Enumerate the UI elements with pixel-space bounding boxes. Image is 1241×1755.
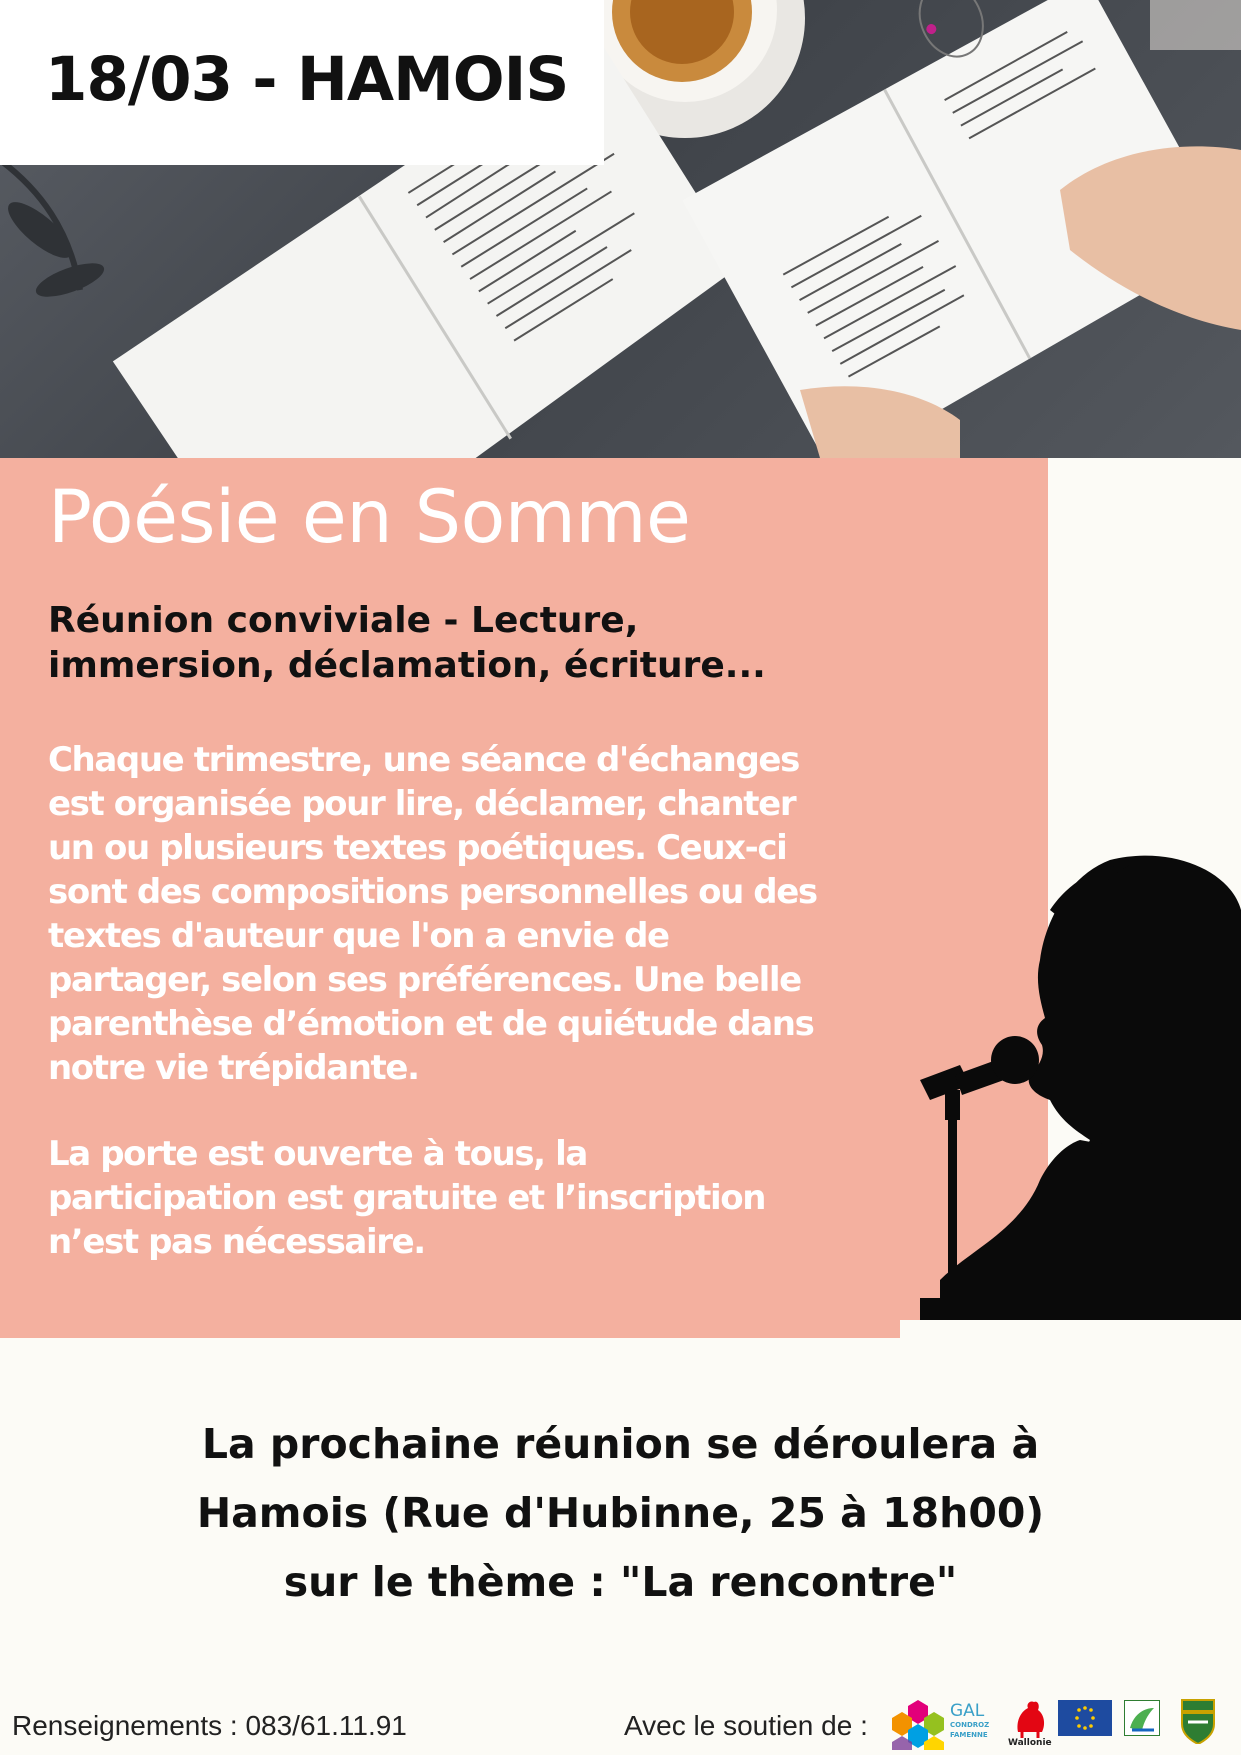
next-meeting-line: sur le thème : "La rencontre": [283, 1558, 958, 1606]
gal-logo-line: FAMENNE: [950, 1731, 988, 1739]
next-meeting-line: La prochaine réunion se déroulera à: [201, 1420, 1040, 1468]
contact-info: Renseignements : 083/61.11.91: [12, 1710, 407, 1741]
event-access-info: [48, 1132, 948, 1264]
eu-flag-logo: [1058, 1700, 1112, 1736]
hamois-crest-logo: [1180, 1698, 1216, 1744]
description-line: notre vie trépidante.: [48, 1048, 419, 1088]
support-label: Avec le soutien de :: [624, 1710, 868, 1741]
description-line: un ou plusieurs textes poétiques. Ceux-ci: [48, 828, 787, 868]
gal-condroz-famenne-logo: [890, 1698, 946, 1750]
gal-logo-text: [950, 1702, 1000, 1740]
access-line: La porte est ouverte à tous, la: [48, 1134, 587, 1174]
description-line: Chaque trimestre, une séance d'échanges: [48, 740, 799, 780]
sponsor-logos: [890, 1696, 1235, 1752]
next-meeting-announcement: [0, 1410, 1241, 1617]
next-meeting-line: Hamois (Rue d'Hubinne, 25 à 18h00): [196, 1489, 1045, 1537]
wallonie-logo: [1010, 1698, 1050, 1738]
gal-logo-title: GAL: [950, 1701, 985, 1721]
description-line: textes d'auteur que l'on a envie de: [48, 916, 669, 956]
description-line: est organisée pour lire, déclamer, chanter: [48, 784, 796, 824]
date-location-label: 18/03 - HAMOIS: [45, 44, 569, 115]
event-title: Poésie en Somme: [48, 475, 691, 560]
description-line: sont des compositions personnelles ou des: [48, 872, 817, 912]
subtitle-line: immersion, déclamation, écriture...: [48, 645, 766, 686]
subtitle-line: Réunion conviviale - Lecture,: [48, 600, 639, 641]
speaker-silhouette-illustration: [900, 850, 1241, 1340]
event-subtitle: [48, 598, 888, 688]
leader-logo: [1124, 1700, 1160, 1736]
access-line: n’est pas nécessaire.: [48, 1222, 425, 1262]
description-line: parenthèse d’émotion et de quiétude dans: [48, 1004, 814, 1044]
wallonie-logo-text: Wallonie: [1008, 1738, 1052, 1748]
gal-logo-line: CONDROZ: [950, 1721, 990, 1729]
event-description: [48, 738, 948, 1090]
description-line: partager, selon ses préférences. Une belle: [48, 960, 801, 1000]
date-location-box: [0, 0, 604, 165]
access-line: participation est gratuite et l’inscription: [48, 1178, 766, 1218]
